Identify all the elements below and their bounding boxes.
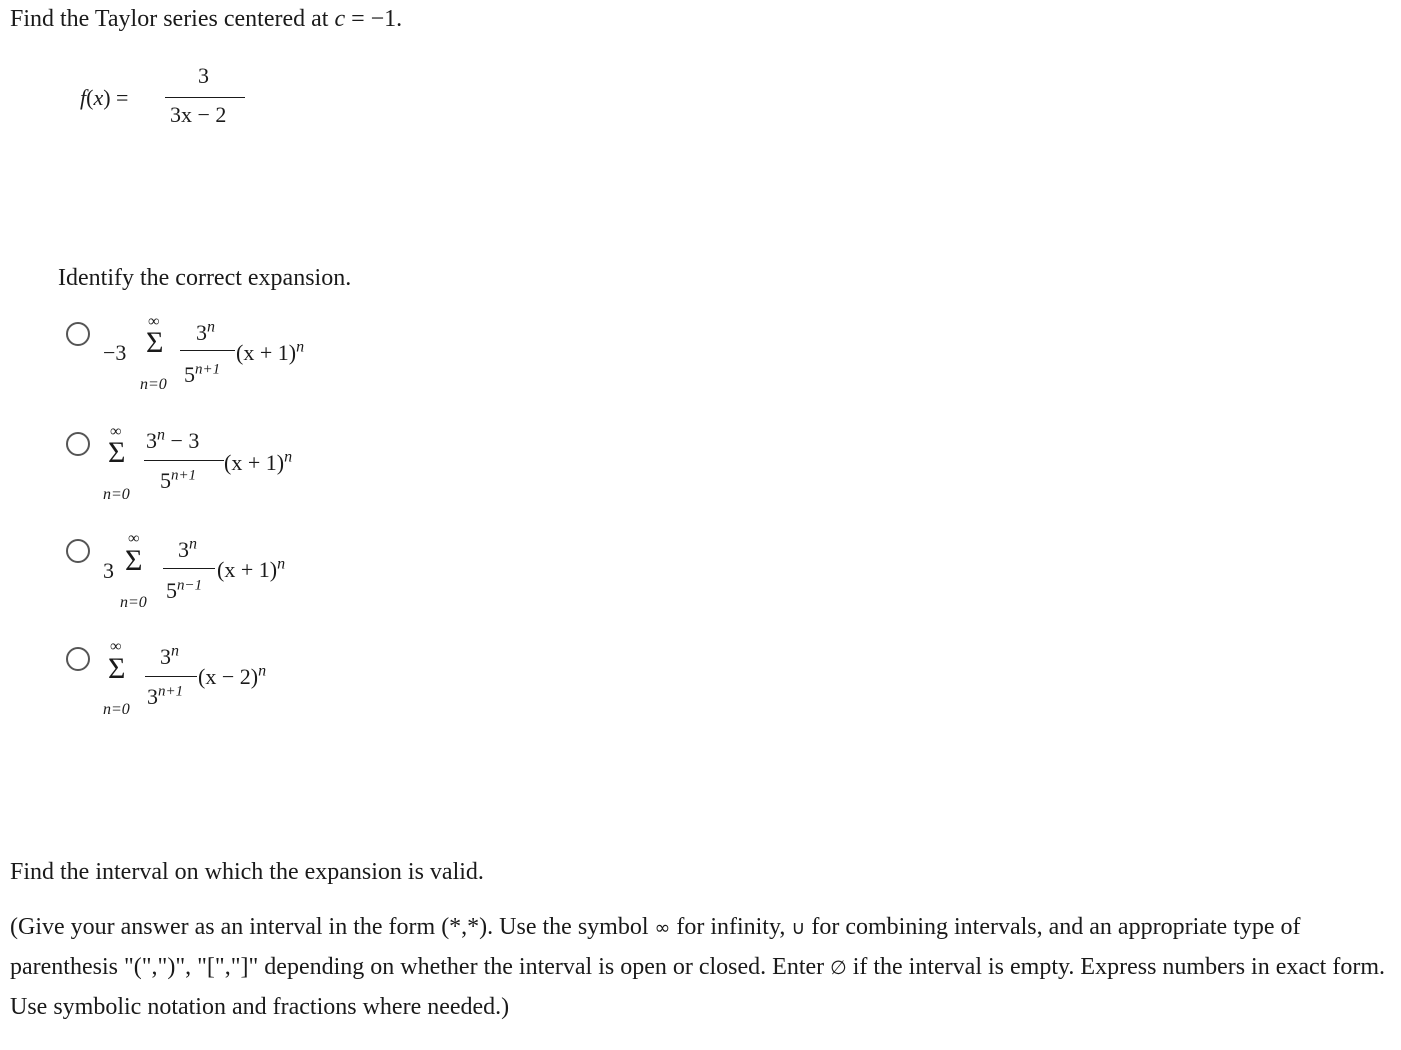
option-3-coef: 3 <box>103 558 114 583</box>
infinity-symbol: ∞ <box>654 917 671 939</box>
option-4-denominator: $3^{n+1}$ <box>147 683 184 709</box>
option-1-upper: ∞ <box>148 313 160 330</box>
function-lhs: f(x) = <box>80 85 129 110</box>
union-symbol: ∪ <box>791 917 806 939</box>
expansion-prompt: Identify the correct expansion. <box>58 265 352 291</box>
option-3-lower: n=0 <box>120 594 147 611</box>
function-denominator: 3x − 2 <box>170 102 227 127</box>
fraction-bar <box>144 460 224 461</box>
sigma-symbol: Σ <box>125 544 143 577</box>
fraction-bar <box>180 350 235 351</box>
option-2-numerator: $3^n - 3$ <box>146 426 200 453</box>
sigma-symbol: Σ <box>108 436 126 469</box>
option-4-term: $(x - 2)^n$ <box>198 662 267 689</box>
sigma-symbol: Σ <box>108 652 126 685</box>
option-1-numerator: 3$^n$ <box>196 318 215 345</box>
function-numerator: 3 <box>198 63 209 88</box>
option-2-term: $(x + 1)^n$ <box>224 448 293 475</box>
option-2-denominator: $5^{n+1}$ <box>160 467 197 493</box>
instructions: (Give your answer as an interval in the form (*,*). Use the symbol ∞ for infinity, ∪ for combining intervals, and an appropriate type of parenthesis "(",")", "[","]" depending on whether the interval is open or closed. Enter ∅ if the interval is empty. Express numbers in exact form. Use symbolic notation and fractions where needed.) <box>10 914 1386 1020</box>
option-1-term: $(x + 1)^n$ <box>236 338 305 365</box>
option-1-coef: −3 <box>103 340 127 365</box>
interval-prompt: Find the interval on which the expansion is valid. <box>10 859 484 885</box>
empty-set-symbol: ∅ <box>830 957 847 979</box>
option-3-radio[interactable] <box>66 539 90 563</box>
option-3-term: $(x + 1)^n$ <box>217 555 286 582</box>
option-4-lower: n=0 <box>103 701 130 718</box>
option-3-numerator: 3$^n$ <box>178 535 197 562</box>
option-3-denominator: $5^{n-1}$ <box>166 577 203 603</box>
option-1-denominator: $5^{n+1}$ <box>184 361 221 387</box>
sigma-symbol: Σ <box>146 326 164 359</box>
option-1-radio[interactable] <box>66 322 90 346</box>
fraction-bar <box>145 676 197 677</box>
option-1-lower: n=0 <box>140 376 167 393</box>
option-2-radio[interactable] <box>66 432 90 456</box>
option-3-upper: ∞ <box>128 530 140 547</box>
fraction-bar <box>163 568 215 569</box>
fraction-bar <box>165 97 245 98</box>
option-4-radio[interactable] <box>66 647 90 671</box>
problem-statement: Find the Taylor series centered at c = −1. <box>10 6 403 32</box>
option-2-lower: n=0 <box>103 486 130 503</box>
option-4-upper: ∞ <box>110 638 122 655</box>
option-4-numerator: 3$^n$ <box>160 642 179 669</box>
option-2-upper: ∞ <box>110 423 122 440</box>
